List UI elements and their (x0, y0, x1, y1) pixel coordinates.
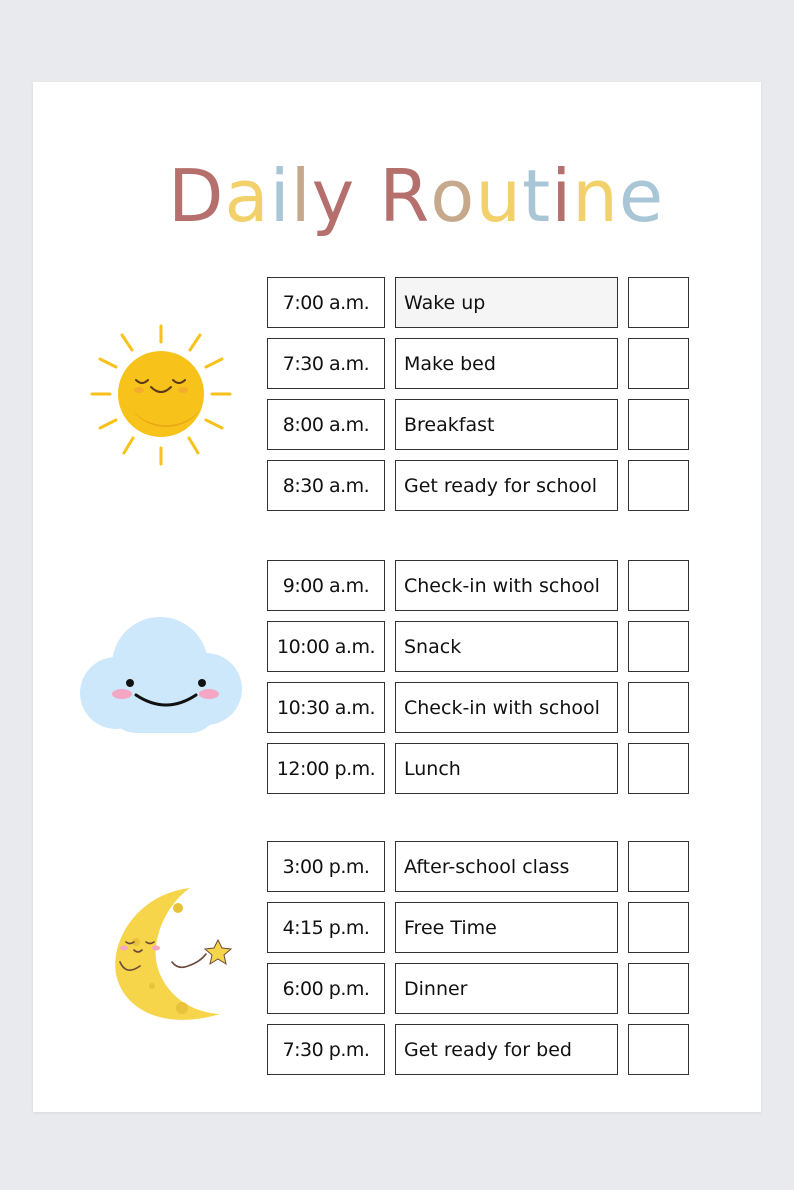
checkbox[interactable] (628, 338, 689, 389)
task-cell (395, 841, 618, 892)
task-label: Wake up (404, 291, 486, 314)
time-cell: 3:00 p.m. (267, 841, 385, 892)
task-label: Check-in with school (404, 574, 600, 597)
task-label: Make bed (404, 352, 496, 375)
task-cell (395, 682, 618, 733)
time-cell: 6:00 p.m. (267, 963, 385, 1014)
title-letter: t (521, 154, 552, 238)
task-label: Free Time (404, 916, 497, 939)
task-cell (395, 277, 618, 328)
task-cell (395, 338, 618, 389)
checkbox[interactable] (628, 460, 689, 511)
task-cell (395, 902, 618, 953)
cloud-icon (78, 615, 244, 737)
checkbox[interactable] (628, 743, 689, 794)
title-letter: n (572, 154, 619, 238)
checkbox[interactable] (628, 963, 689, 1014)
task-cell (395, 560, 618, 611)
time-cell: 10:30 a.m. (267, 682, 385, 733)
time-cell: 7:30 p.m. (267, 1024, 385, 1075)
checkbox[interactable] (628, 902, 689, 953)
task-label: Dinner (404, 977, 468, 1000)
task-label: Lunch (404, 757, 461, 780)
title-letter: i (269, 154, 291, 238)
title-letter: D (168, 154, 225, 238)
checkbox[interactable] (628, 399, 689, 450)
task-label: Get ready for bed (404, 1038, 572, 1061)
moon-icon (108, 882, 244, 1028)
task-label: Snack (404, 635, 462, 658)
title-letter: a (224, 154, 270, 238)
time-cell: 8:00 a.m. (267, 399, 385, 450)
checkbox[interactable] (628, 682, 689, 733)
checkbox[interactable] (628, 841, 689, 892)
checkbox[interactable] (628, 1024, 689, 1075)
time-cell: 10:00 a.m. (267, 621, 385, 672)
task-cell (395, 963, 618, 1014)
title-letter: y (311, 154, 356, 238)
time-cell: 7:00 a.m. (267, 277, 385, 328)
title-letter: R (379, 154, 431, 238)
title-letter: o (430, 154, 476, 238)
title-letter: u (475, 154, 522, 238)
time-cell: 9:00 a.m. (267, 560, 385, 611)
task-cell (395, 460, 618, 511)
task-cell (395, 1024, 618, 1075)
task-label: Get ready for school (404, 474, 598, 497)
title-letter: e (618, 154, 665, 238)
task-label: Breakfast (404, 413, 495, 436)
title-letter: l (290, 154, 312, 238)
sun-icon (88, 322, 236, 468)
checkbox[interactable] (628, 621, 689, 672)
page-title (168, 154, 665, 238)
task-cell (395, 399, 618, 450)
task-label: After-school class (404, 855, 570, 878)
task-cell (395, 743, 618, 794)
task-label: Check-in with school (404, 696, 600, 719)
checkbox[interactable] (628, 560, 689, 611)
time-cell: 8:30 a.m. (267, 460, 385, 511)
time-cell: 7:30 a.m. (267, 338, 385, 389)
time-cell: 12:00 p.m. (267, 743, 385, 794)
checkbox[interactable] (628, 277, 689, 328)
title-letter: i (551, 154, 573, 238)
time-cell: 4:15 p.m. (267, 902, 385, 953)
task-cell (395, 621, 618, 672)
